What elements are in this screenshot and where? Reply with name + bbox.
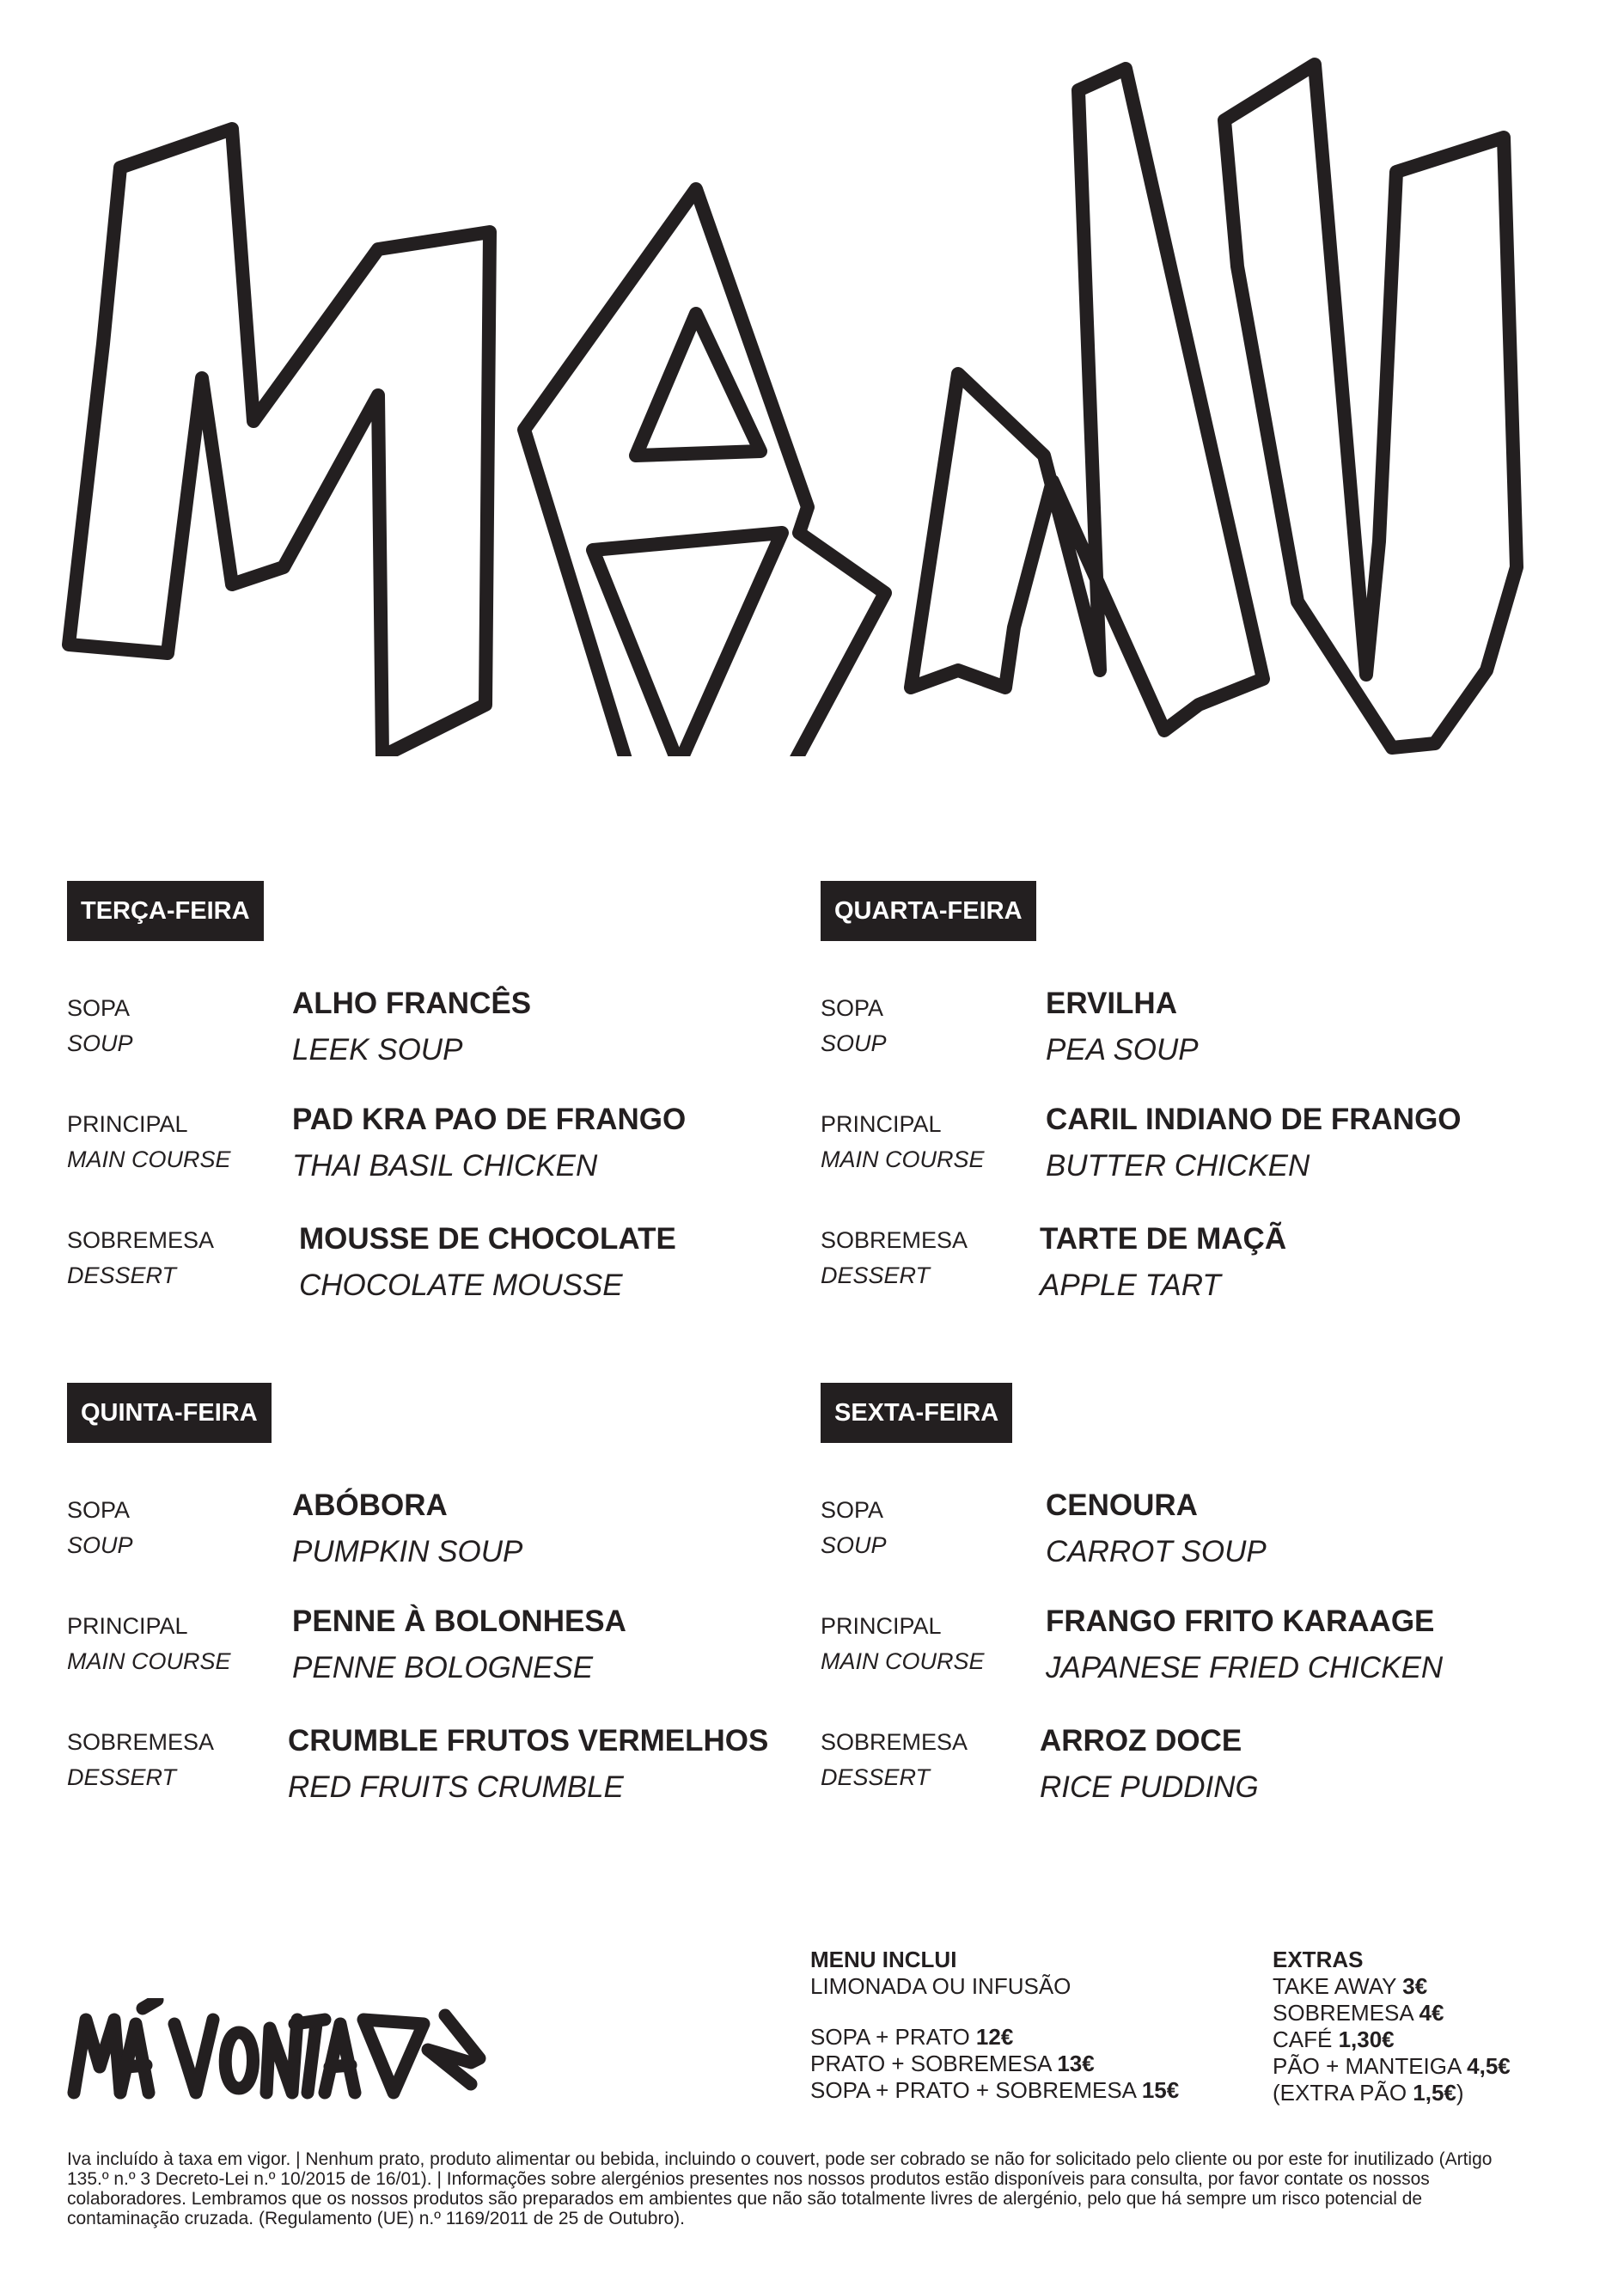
dish-name-en: PUMPKIN SOUP bbox=[292, 1535, 523, 1568]
course-label-pt: PRINCIPAL bbox=[67, 1111, 188, 1137]
dish-name-en: LEEK SOUP bbox=[292, 1033, 463, 1067]
course-soup bbox=[67, 1488, 789, 1609]
extra-price-row: CAFÉ 1,30€ bbox=[1273, 2026, 1395, 2052]
dish-name-pt: ALHO FRANCÊS bbox=[292, 987, 532, 1020]
course-soup bbox=[821, 1488, 1542, 1609]
dish-name-en: PENNE BOLOGNESE bbox=[292, 1651, 594, 1684]
course-main bbox=[67, 1103, 789, 1223]
dish-name-pt: MOUSSE DE CHOCOLATE bbox=[299, 1222, 676, 1256]
price: 4,5€ bbox=[1467, 2053, 1511, 2079]
day-badge: SEXTA-FEIRA bbox=[821, 1383, 1012, 1443]
course-label-en: DESSERT bbox=[821, 1262, 931, 1288]
course-label-en: SOUP bbox=[67, 1532, 133, 1558]
course-main bbox=[821, 1605, 1542, 1725]
dish-name-pt: TARTE DE MAÇÃ bbox=[1040, 1222, 1287, 1256]
extra-price-row: (EXTRA PÃO 1,5€) bbox=[1273, 2080, 1464, 2106]
dish-name-en: PEA SOUP bbox=[1046, 1033, 1199, 1067]
course-label-pt: PRINCIPAL bbox=[821, 1111, 942, 1137]
dish-name-en: BUTTER CHICKEN bbox=[1046, 1149, 1310, 1183]
course-dessert bbox=[821, 1223, 1542, 1339]
legal-footer: Iva incluído à taxa em vigor. | Nenhum prato, produto alimentar ou bebida, incluindo o couvert, pode ser cobrado se não for solicitado pelo cliente ou por este for inutilizado (Artigo 135.º n.º 3 Decreto-Lei n.º 10/2015 de 16/01). | Informações sobre alergénios presentes nos nossos produtos estão disponíveis para consulta, por favor contate os nossos colaboradores. Lembramos que os nossos produtos são preparados em ambientes que não são totalmente livres de alergénio, pelo que há sempre um risco potencial de contaminação cruzada. (Regulamento (UE) n.º 1169/2011 de 25 de Outubro). bbox=[67, 2149, 1493, 2228]
dish-name-en: CHOCOLATE MOUSSE bbox=[299, 1268, 623, 1302]
day-badge: TERÇA-FEIRA bbox=[67, 881, 264, 941]
course-label-pt: SOPA bbox=[67, 995, 131, 1021]
dish-name-pt: CRUMBLE FRUTOS VERMELHOS bbox=[288, 1724, 769, 1757]
course-label-en: SOUP bbox=[67, 1030, 133, 1056]
letter-m bbox=[69, 129, 490, 756]
course-label-en: MAIN COURSE bbox=[821, 1648, 985, 1674]
menu-inclui-block bbox=[810, 1947, 1179, 2104]
dish-name-en: THAI BASIL CHICKEN bbox=[292, 1149, 598, 1183]
dish-name-en: CARROT SOUP bbox=[1046, 1535, 1267, 1568]
day-badge: QUARTA-FEIRA bbox=[821, 881, 1036, 941]
extra-price-row: TAKE AWAY 3€ bbox=[1273, 1973, 1428, 1999]
dish-name-en: APPLE TART bbox=[1040, 1268, 1221, 1302]
course-label-en: DESSERT bbox=[67, 1764, 177, 1790]
dish-name-pt: ERVILHA bbox=[1046, 987, 1177, 1020]
course-label-pt: SOBREMESA bbox=[67, 1227, 215, 1253]
dish-name-en: RICE PUDDING bbox=[1040, 1770, 1259, 1804]
extras-heading: EXTRAS bbox=[1273, 1947, 1364, 1972]
extras-block bbox=[1273, 1947, 1511, 2106]
day-tuesday bbox=[67, 881, 789, 1339]
dish-name-pt: FRANGO FRITO KARAAGE bbox=[1046, 1605, 1435, 1638]
menu-title-art bbox=[26, 17, 1572, 756]
course-label-en: SOUP bbox=[821, 1532, 887, 1558]
course-label-en: DESSERT bbox=[67, 1262, 177, 1288]
dish-name-en: JAPANESE FRIED CHICKEN bbox=[1046, 1651, 1444, 1684]
letter-u bbox=[1224, 64, 1517, 748]
price: 3€ bbox=[1402, 1973, 1428, 1999]
menu-inclui-heading: MENU INCLUI bbox=[810, 1947, 957, 1972]
combo-price-row: SOPA + PRATO 12€ bbox=[810, 2024, 1014, 2050]
day-thursday bbox=[67, 1383, 789, 1841]
course-label-pt: SOPA bbox=[821, 995, 884, 1021]
course-label-en: SOUP bbox=[821, 1030, 887, 1056]
price: 4€ bbox=[1419, 2000, 1444, 2026]
day-friday bbox=[821, 1383, 1542, 1841]
letter-n bbox=[911, 69, 1263, 730]
course-label-pt: SOPA bbox=[821, 1497, 884, 1523]
dish-name-pt: ARROZ DOCE bbox=[1040, 1724, 1242, 1757]
course-label-en: MAIN COURSE bbox=[67, 1648, 231, 1674]
course-label-pt: SOBREMESA bbox=[67, 1729, 215, 1755]
course-dessert bbox=[821, 1725, 1542, 1841]
combo-price-row: SOPA + PRATO + SOBREMESA 15€ bbox=[810, 2077, 1180, 2103]
course-dessert bbox=[67, 1223, 789, 1339]
price: 15€ bbox=[1141, 2077, 1180, 2103]
course-main bbox=[67, 1605, 789, 1725]
dish-name-pt: PENNE À BOLONHESA bbox=[292, 1605, 626, 1638]
course-label-en: MAIN COURSE bbox=[67, 1146, 231, 1172]
dish-name-pt: CARIL INDIANO DE FRANGO bbox=[1046, 1103, 1462, 1136]
day-badge: QUINTA-FEIRA bbox=[67, 1383, 272, 1443]
course-soup bbox=[821, 987, 1542, 1107]
course-main bbox=[821, 1103, 1542, 1223]
course-dessert bbox=[67, 1725, 789, 1841]
course-label-pt: SOBREMESA bbox=[821, 1227, 968, 1253]
course-label-pt: PRINCIPAL bbox=[821, 1613, 942, 1639]
extra-price-row: SOBREMESA 4€ bbox=[1273, 2000, 1444, 2026]
menu-inclui-drink: LIMONADA OU INFUSÃO bbox=[810, 1973, 1071, 1999]
course-label-pt: SOPA bbox=[67, 1497, 131, 1523]
dish-name-pt: CENOURA bbox=[1046, 1488, 1198, 1522]
day-wednesday bbox=[821, 881, 1542, 1339]
price: 12€ bbox=[975, 2024, 1014, 2050]
price: 1,30€ bbox=[1338, 2026, 1395, 2052]
ma-vontade-logo bbox=[67, 1998, 497, 2101]
dish-name-en: RED FRUITS CRUMBLE bbox=[288, 1770, 624, 1804]
course-label-en: MAIN COURSE bbox=[821, 1146, 985, 1172]
course-soup bbox=[67, 987, 789, 1107]
extra-price-row: PÃO + MANTEIGA 4,5€ bbox=[1273, 2053, 1511, 2079]
price: 13€ bbox=[1057, 2051, 1095, 2076]
course-label-en: DESSERT bbox=[821, 1764, 931, 1790]
course-label-pt: PRINCIPAL bbox=[67, 1613, 188, 1639]
course-label-pt: SOBREMESA bbox=[821, 1729, 968, 1755]
combo-price-row: PRATO + SOBREMESA 13€ bbox=[810, 2051, 1095, 2076]
dish-name-pt: PAD KRA PAO DE FRANGO bbox=[292, 1103, 687, 1136]
price: 1,5€ bbox=[1413, 2080, 1456, 2106]
dish-name-pt: ABÓBORA bbox=[292, 1488, 448, 1522]
